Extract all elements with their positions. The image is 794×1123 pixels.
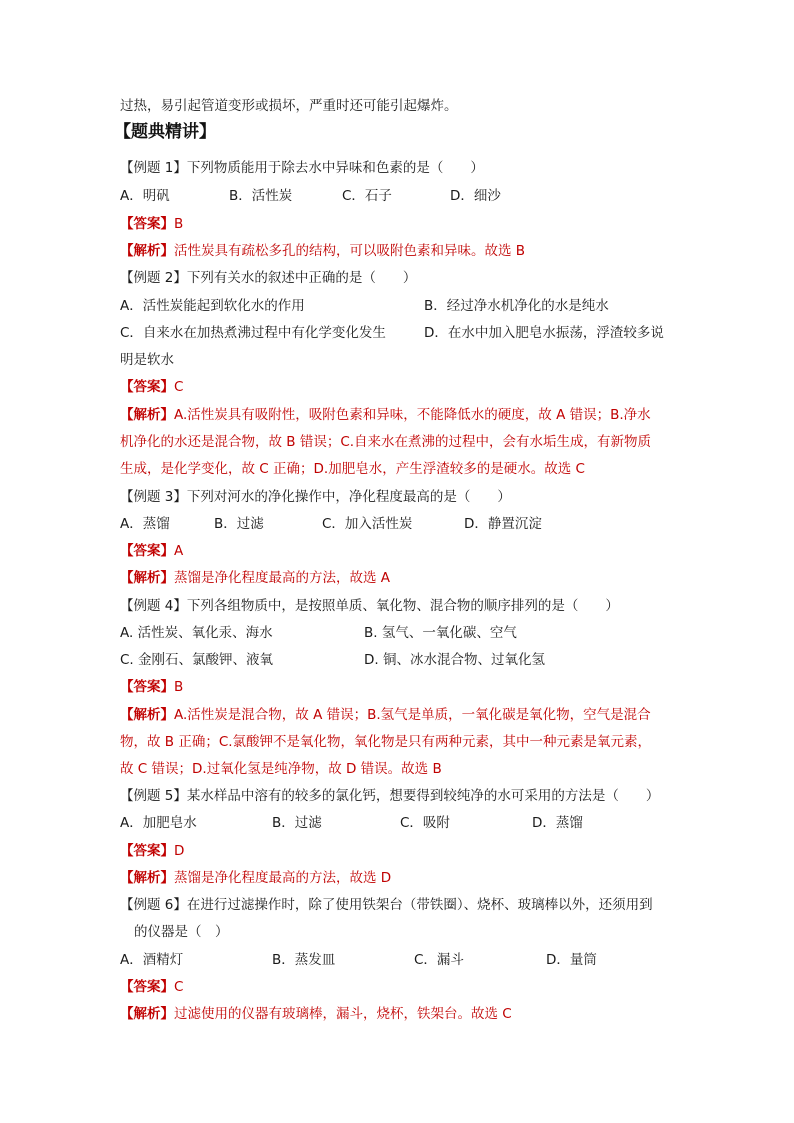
question-1-stem: 下列物质能用于除去水中异味和色素的是（ ） xyxy=(186,160,484,176)
q4-option-d: D. 铜、冰水混合物、过氧化氢 xyxy=(364,652,545,668)
question-6 xyxy=(120,895,682,915)
q3-answer-value: A xyxy=(174,543,184,559)
q2-analysis-text-1: A.活性炭具有吸附性，吸附色素和异味，不能降低水的硬度，故 A 错误；B.净水 xyxy=(174,407,651,423)
q5-option-c: C．吸附 xyxy=(400,815,450,831)
analysis-tag: 【解析】 xyxy=(120,570,174,586)
question-6-stem: 在进行过滤操作时，除了使用铁架台（带铁圈）、烧杯、玻璃棒以外，还须用到 xyxy=(186,897,653,913)
q3-analysis-text: 蒸馏是净化程度最高的方法，故选 A xyxy=(174,570,391,586)
q2-option-b: B．经过净水机净化的水是纯水 xyxy=(424,298,609,314)
question-2-stem: 下列有关水的叙述中正确的是（ ） xyxy=(186,270,417,286)
q1-option-c: C．石子 xyxy=(342,188,392,204)
q4-option-b: B. 氢气、一氧化碳、空气 xyxy=(364,625,517,641)
q2-answer-value: C xyxy=(174,379,184,395)
answer-tag: 【答案】 xyxy=(120,843,174,859)
analysis-tag: 【解析】 xyxy=(120,1006,174,1022)
question-4-tag: 【例题 4】 xyxy=(120,598,187,614)
answer-tag: 【答案】 xyxy=(120,543,174,559)
q3-option-a: A．蒸馏 xyxy=(120,516,170,532)
q6-option-d: D．量筒 xyxy=(546,952,597,968)
q6-option-a: A．酒精灯 xyxy=(120,952,184,968)
question-3-tag: 【例题 3】 xyxy=(120,489,187,505)
question-3-stem: 下列对河水的净化操作中，净化程度最高的是（ ） xyxy=(186,489,511,505)
analysis-tag: 【解析】 xyxy=(120,707,174,723)
q6-analysis xyxy=(120,1004,682,1024)
q3-option-d: D．静置沉淀 xyxy=(464,516,542,532)
question-4 xyxy=(120,596,682,616)
q2-option-d: D．在水中加入肥皂水振荡，浮渣较多说 xyxy=(424,325,664,341)
q3-analysis xyxy=(120,568,682,588)
q4-analysis-line-1 xyxy=(120,705,682,725)
analysis-tag: 【解析】 xyxy=(120,870,174,886)
q6-analysis-text: 过滤使用的仪器有玻璃棒，漏斗，烧杯，铁架台。故选 C xyxy=(174,1006,512,1022)
q1-option-b: B．活性炭 xyxy=(229,188,293,204)
q5-option-a: A．加肥皂水 xyxy=(120,815,197,831)
question-2 xyxy=(120,268,682,288)
q4-option-a: A. 活性炭、氧化汞、海水 xyxy=(120,625,273,641)
q2-option-c: C．自来水在加热煮沸过程中有化学变化发生 xyxy=(120,325,386,341)
q6-answer xyxy=(120,977,682,997)
question-5-tag: 【例题 5】 xyxy=(120,788,187,804)
q4-analysis-line-3: 故 C 错误；D.过氧化氢是纯净物，故 D 错误。故选 B xyxy=(120,761,442,777)
q1-option-d: D．细沙 xyxy=(450,188,501,204)
q1-option-a: A．明矾 xyxy=(120,188,170,204)
question-1 xyxy=(120,158,682,178)
q2-analysis-line-1 xyxy=(120,405,682,425)
q1-analysis xyxy=(120,241,682,261)
q4-answer-value: B xyxy=(174,679,184,695)
q2-analysis-line-2: 机净化的水还是混合物，故 B 错误；C.自来水在煮沸的过程中，会有水垢生成，有新物质 xyxy=(120,434,652,450)
answer-tag: 【答案】 xyxy=(120,216,174,232)
question-5-stem: 某水样品中溶有的较多的氯化钙，想要得到较纯净的水可采用的方法是（ ） xyxy=(186,788,660,804)
q5-answer xyxy=(120,841,682,861)
q1-answer-value: B xyxy=(174,216,184,232)
q6-option-c: C．漏斗 xyxy=(414,952,464,968)
q1-analysis-text: 活性炭具有疏松多孔的结构，可以吸附色素和异味。故选 B xyxy=(174,243,526,259)
section-title: 【题典精讲】 xyxy=(114,122,216,142)
q6-answer-value: C xyxy=(174,979,184,995)
question-6-stem-cont: 的仪器是（ ） xyxy=(134,924,229,940)
question-4-stem: 下列各组物质中，是按照单质、氧化物、混合物的顺序排列的是（ ） xyxy=(186,598,619,614)
answer-tag: 【答案】 xyxy=(120,679,174,695)
q1-answer xyxy=(120,214,682,234)
question-2-tag: 【例题 2】 xyxy=(120,270,187,286)
question-1-tag: 【例题 1】 xyxy=(120,160,187,176)
q2-analysis-line-3: 生成，是化学变化，故 C 正确；D.加肥皂水，产生浮渣较多的是硬水。故选 C xyxy=(120,461,585,477)
answer-tag: 【答案】 xyxy=(120,979,174,995)
question-5 xyxy=(120,786,682,806)
q3-answer xyxy=(120,541,682,561)
q5-option-b: B．过滤 xyxy=(272,815,322,831)
q3-option-c: C．加入活性炭 xyxy=(322,516,413,532)
q5-analysis xyxy=(120,868,682,888)
question-3 xyxy=(120,487,682,507)
q5-option-d: D．蒸馏 xyxy=(532,815,583,831)
intro-text: 过热，易引起管道变形或损坏，严重时还可能引起爆炸。 xyxy=(120,98,458,114)
q6-option-b: B．蒸发皿 xyxy=(272,952,336,968)
q2-option-d-cont: 明是软水 xyxy=(120,352,174,368)
q4-option-c: C. 金刚石、氯酸钾、液氧 xyxy=(120,652,274,668)
q3-option-b: B．过滤 xyxy=(214,516,264,532)
q4-analysis-text-1: A.活性炭是混合物，故 A 错误；B.氢气是单质，一氧化碳是氧化物，空气是混合 xyxy=(174,707,651,723)
q4-answer xyxy=(120,677,682,697)
q2-option-a: A．活性炭能起到软化水的作用 xyxy=(120,298,305,314)
analysis-tag: 【解析】 xyxy=(120,407,174,423)
q5-analysis-text: 蒸馏是净化程度最高的方法，故选 D xyxy=(174,870,392,886)
answer-tag: 【答案】 xyxy=(120,379,174,395)
question-6-tag: 【例题 6】 xyxy=(120,897,187,913)
q5-answer-value: D xyxy=(174,843,185,859)
q2-answer xyxy=(120,377,682,397)
analysis-tag: 【解析】 xyxy=(120,243,174,259)
q4-analysis-line-2: 物，故 B 正确；C.氯酸钾不是氧化物，氧化物是只有两种元素，其中一种元素是氧元素， xyxy=(120,734,652,750)
